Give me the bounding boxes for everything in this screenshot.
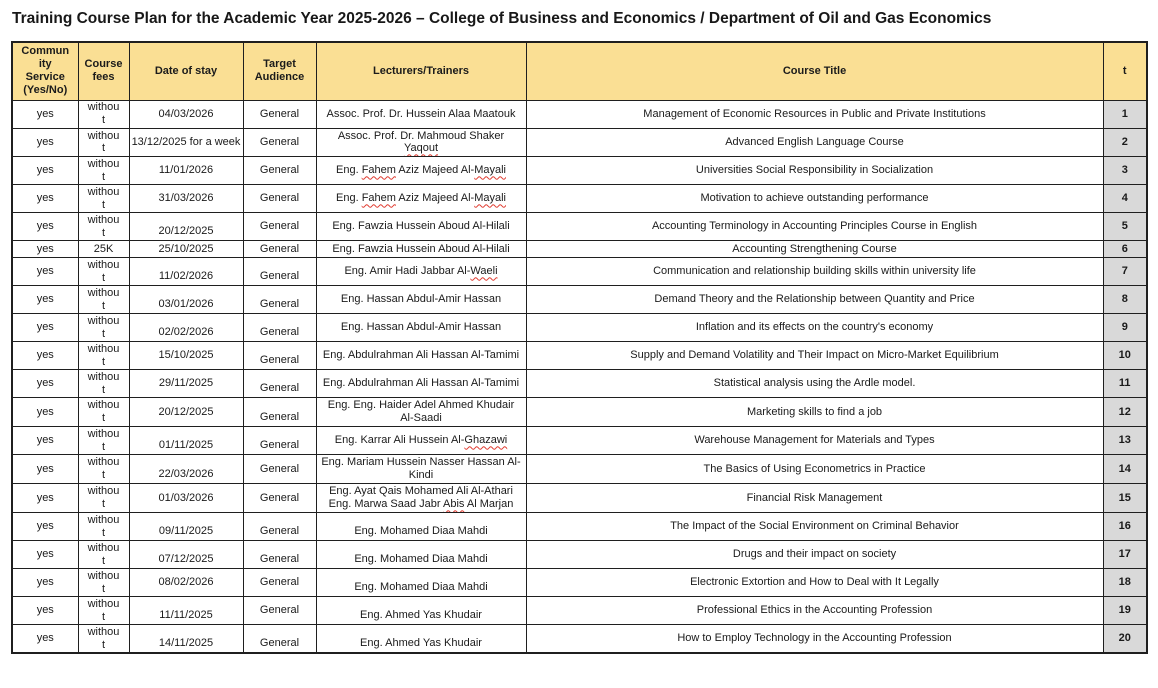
cell-date-of-stay: 31/03/2026 [129,185,243,213]
table-row [12,185,1147,213]
cell-target-audience: General [243,286,316,314]
table-row [12,157,1147,185]
cell-course-title: Supply and Demand Volatility and Their Impact on Micro-Market Equilibrium [526,342,1103,370]
cell-target-audience: General [243,157,316,185]
misspelled-word: Yaqout [403,142,439,155]
cell-course-title: Drugs and their impact on society [526,541,1103,569]
cell-community-service: yes [12,342,78,370]
cell-course-title: Electronic Extortion and How to Deal with It Legally [526,569,1103,597]
cell-lecturer: Eng. Karrar Ali Hussein Al-Ghazawi [316,427,526,455]
table-row [12,258,1147,286]
cell-target-audience: General [243,455,316,484]
cell-course-title: Management of Economic Resources in Public and Private Institutions [526,100,1103,128]
cell-community-service: yes [12,128,78,157]
table-row [12,128,1147,157]
cell-course-title: Demand Theory and the Relationship between Quantity and Price [526,286,1103,314]
col-header-lecturers: Lecturers/Trainers [316,42,526,100]
cell-date-of-stay: 02/02/2026 [129,314,243,342]
cell-index: 5 [1103,213,1147,241]
cell-index: 8 [1103,286,1147,314]
cell-community-service: yes [12,513,78,541]
cell-index: 15 [1103,484,1147,513]
cell-date-of-stay: 11/11/2025 [129,597,243,625]
cell-community-service: yes [12,241,78,258]
col-header-target-audience: Target Audience [243,42,316,100]
table-row [12,455,1147,484]
cell-course-title: Financial Risk Management [526,484,1103,513]
cell-target-audience: General [243,513,316,541]
cell-course-title: How to Employ Technology in the Accounting Profession [526,625,1103,653]
cell-target-audience: General [243,100,316,128]
col-header-index: t [1103,42,1147,100]
cell-date-of-stay: 03/01/2026 [129,286,243,314]
table-row [12,100,1147,128]
table-row [12,241,1147,258]
cell-date-of-stay: 11/02/2026 [129,258,243,286]
cell-index: 4 [1103,185,1147,213]
cell-course-title: Advanced English Language Course [526,128,1103,157]
cell-community-service: yes [12,625,78,653]
cell-date-of-stay: 07/12/2025 [129,541,243,569]
cell-lecturer: Eng. Mohamed Diaa Mahdi [316,541,526,569]
cell-community-service: yes [12,157,78,185]
cell-course-fees: without [78,569,129,597]
cell-course-fees: without [78,185,129,213]
cell-community-service: yes [12,398,78,427]
table-row [12,569,1147,597]
cell-date-of-stay: 20/12/2025 [129,398,243,427]
cell-target-audience: General [243,597,316,625]
misspelled-word: Waeli [470,265,498,278]
cell-date-of-stay: 08/02/2026 [129,569,243,597]
misspelled-word: Ghazawi [464,434,508,447]
cell-date-of-stay: 20/12/2025 [129,213,243,241]
misspelled-word: Mayali [474,192,506,205]
cell-date-of-stay: 01/03/2026 [129,484,243,513]
cell-lecturer: Eng. Mohamed Diaa Mahdi [316,569,526,597]
cell-community-service: yes [12,213,78,241]
misspelled-word: Abis [443,498,465,511]
cell-lecturer: Assoc. Prof. Dr. Hussein Alaa Maatouk [316,100,526,128]
cell-course-fees: without [78,513,129,541]
cell-course-title: Statistical analysis using the Ardle model. [526,370,1103,398]
cell-index: 11 [1103,370,1147,398]
cell-target-audience: General [243,625,316,653]
cell-course-fees: without [78,128,129,157]
cell-target-audience: General [243,569,316,597]
cell-course-fees: 25K [78,241,129,258]
cell-lecturer: Eng. Amir Hadi Jabbar Al-Waeli [316,258,526,286]
cell-course-fees: without [78,484,129,513]
cell-target-audience: General [243,370,316,398]
table-row [12,513,1147,541]
table-row [12,370,1147,398]
cell-target-audience: General [243,185,316,213]
cell-course-fees: without [78,427,129,455]
cell-date-of-stay: 22/03/2026 [129,455,243,484]
cell-index: 1 [1103,100,1147,128]
cell-target-audience: General [243,484,316,513]
cell-course-fees: without [78,398,129,427]
cell-course-fees: without [78,100,129,128]
table-body [12,100,1147,653]
cell-course-title: Accounting Terminology in Accounting Principles Course in English [526,213,1103,241]
cell-lecturer: Eng. Fawzia Hussein Aboud Al-Hilali [316,213,526,241]
cell-lecturer: Eng. Hassan Abdul-Amir Hassan [316,286,526,314]
cell-date-of-stay: 01/11/2025 [129,427,243,455]
cell-date-of-stay: 29/11/2025 [129,370,243,398]
cell-course-fees: without [78,625,129,653]
cell-date-of-stay: 04/03/2026 [129,100,243,128]
cell-community-service: yes [12,185,78,213]
cell-course-fees: without [78,455,129,484]
table-header [12,42,1147,100]
cell-community-service: yes [12,314,78,342]
cell-lecturer: Eng. Eng. Haider Adel Ahmed Khudair Al-Saadi [316,398,526,427]
cell-target-audience: General [243,342,316,370]
cell-index: 10 [1103,342,1147,370]
table-row [12,314,1147,342]
cell-index: 18 [1103,569,1147,597]
cell-index: 16 [1103,513,1147,541]
cell-course-fees: without [78,597,129,625]
cell-course-title: Inflation and its effects on the country's economy [526,314,1103,342]
cell-lecturer: Eng. Fawzia Hussein Aboud Al-Hilali [316,241,526,258]
cell-target-audience: General [243,258,316,286]
cell-community-service: yes [12,258,78,286]
cell-community-service: yes [12,100,78,128]
table-row [12,484,1147,513]
col-header-course-title: Course Title [526,42,1103,100]
cell-course-title: Marketing skills to find a job [526,398,1103,427]
cell-target-audience: General [243,427,316,455]
cell-course-fees: without [78,370,129,398]
col-header-course-fees: Course fees [78,42,129,100]
col-header-community-service: Community Service (Yes/No) [12,42,78,100]
col-header-date-of-stay: Date of stay [129,42,243,100]
cell-lecturer: Eng. Abdulrahman Ali Hassan Al-Tamimi [316,342,526,370]
cell-course-fees: without [78,314,129,342]
cell-course-title: The Basics of Using Econometrics in Practice [526,455,1103,484]
cell-index: 14 [1103,455,1147,484]
cell-index: 12 [1103,398,1147,427]
cell-community-service: yes [12,569,78,597]
header-row [12,42,1147,100]
cell-target-audience: General [243,241,316,258]
cell-community-service: yes [12,455,78,484]
cell-course-fees: without [78,286,129,314]
table-row [12,625,1147,653]
cell-index: 9 [1103,314,1147,342]
cell-course-fees: without [78,342,129,370]
cell-lecturer: Eng. Ahmed Yas Khudair [316,597,526,625]
cell-course-title: Accounting Strengthening Course [526,241,1103,258]
cell-community-service: yes [12,541,78,569]
table-row [12,213,1147,241]
cell-date-of-stay: 09/11/2025 [129,513,243,541]
cell-index: 2 [1103,128,1147,157]
cell-course-title: Professional Ethics in the Accounting Profession [526,597,1103,625]
table-row [12,398,1147,427]
misspelled-word: Fahem [361,192,396,205]
cell-community-service: yes [12,484,78,513]
cell-date-of-stay: 14/11/2025 [129,625,243,653]
cell-course-fees: without [78,541,129,569]
misspelled-word: Fahem [361,164,396,177]
cell-lecturer: Eng. Fahem Aziz Majeed Al-Mayali [316,157,526,185]
cell-lecturer: Eng. Mohamed Diaa Mahdi [316,513,526,541]
cell-index: 17 [1103,541,1147,569]
table-row [12,427,1147,455]
cell-index: 3 [1103,157,1147,185]
cell-community-service: yes [12,427,78,455]
cell-lecturer: Assoc. Prof. Dr. Mahmoud Shaker Yaqout [316,128,526,157]
cell-community-service: yes [12,370,78,398]
cell-index: 20 [1103,625,1147,653]
cell-course-title: Motivation to achieve outstanding performance [526,185,1103,213]
table-row [12,541,1147,569]
cell-lecturer: Eng. Mariam Hussein Nasser Hassan Al-Kindi [316,455,526,484]
cell-index: 7 [1103,258,1147,286]
cell-date-of-stay: 11/01/2026 [129,157,243,185]
cell-community-service: yes [12,286,78,314]
cell-lecturer: Eng. Ayat Qais Mohamed Ali Al-Athari Eng. Marwa Saad Jabr Abis Al Marjan [316,484,526,513]
cell-course-fees: without [78,157,129,185]
cell-course-fees: without [78,213,129,241]
table-row [12,286,1147,314]
cell-course-title: Communication and relationship building skills within university life [526,258,1103,286]
cell-course-title: Warehouse Management for Materials and Types [526,427,1103,455]
table-row [12,597,1147,625]
cell-community-service: yes [12,597,78,625]
table-row [12,342,1147,370]
cell-course-title: Universities Social Responsibility in Socialization [526,157,1103,185]
cell-lecturer: Eng. Ahmed Yas Khudair [316,625,526,653]
cell-index: 19 [1103,597,1147,625]
cell-index: 6 [1103,241,1147,258]
cell-lecturer: Eng. Abdulrahman Ali Hassan Al-Tamimi [316,370,526,398]
cell-target-audience: General [243,213,316,241]
cell-course-fees: without [78,258,129,286]
cell-date-of-stay: 15/10/2025 [129,342,243,370]
cell-date-of-stay: 25/10/2025 [129,241,243,258]
cell-lecturer: Eng. Fahem Aziz Majeed Al-Mayali [316,185,526,213]
cell-index: 13 [1103,427,1147,455]
cell-target-audience: General [243,128,316,157]
cell-date-of-stay: 13/12/2025 for a week [129,128,243,157]
cell-target-audience: General [243,314,316,342]
cell-lecturer: Eng. Hassan Abdul-Amir Hassan [316,314,526,342]
page-title: Training Course Plan for the Academic Year 2025-2026 – College of Business and Economics / Department of Oil and Gas Economics [12,10,992,27]
course-plan-table [11,41,1148,654]
cell-course-title: The Impact of the Social Environment on Criminal Behavior [526,513,1103,541]
misspelled-word: Mayali [474,164,506,177]
cell-target-audience: General [243,541,316,569]
cell-target-audience: General [243,398,316,427]
